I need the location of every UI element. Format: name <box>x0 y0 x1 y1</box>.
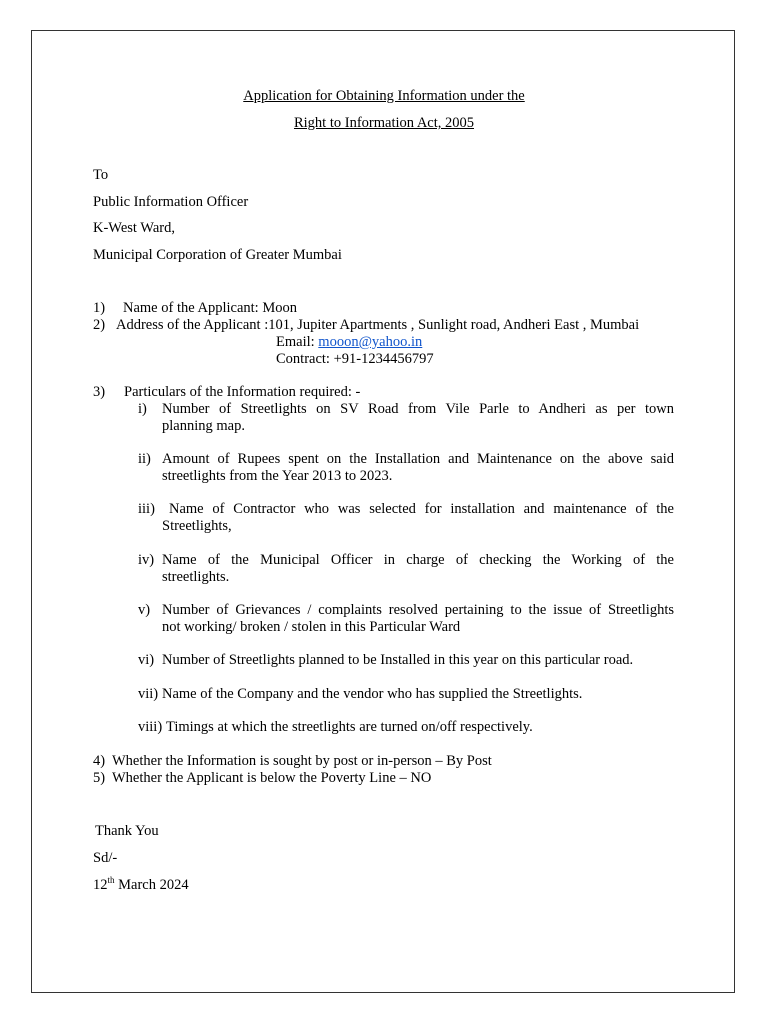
item-4-text: Whether the Information is sought by post or in-person – By Post <box>112 753 492 769</box>
date <box>93 877 189 894</box>
particular-text-line-1: Number of Streetlights planned to be Installed in this year on this particular road. <box>162 652 634 668</box>
item-4-number: 4) <box>93 753 106 769</box>
thank-you: Thank You <box>95 823 159 839</box>
date-suffix: th <box>107 875 115 886</box>
particular-text-line-1: Name of the Company and the vendor who has supplied the Streetlights. <box>162 686 583 702</box>
email-row <box>276 334 422 351</box>
title-line-1: Application for Obtaining Information under the <box>243 88 525 104</box>
particular-text-line-1: Amount of Rupees spent on the Installation and Maintenance on the above said <box>162 451 674 467</box>
particular-number: iii) <box>138 501 155 517</box>
particular-text-line-1: Timings at which the streetlights are turned on/off respectively. <box>166 719 533 735</box>
particular-text-line-1: Number of Grievances / complaints resolved pertaining to the issue of Streetlights <box>162 602 674 618</box>
date-day: 12 <box>93 877 108 893</box>
applicant-address: Address of the Applicant :101, Jupiter Apartments , Sunlight road, Andheri East , Mumbai <box>116 317 640 333</box>
salutation-to: To <box>93 167 109 183</box>
particular-number: ii) <box>138 451 151 467</box>
item-3-number: 3) <box>93 384 106 400</box>
applicant-name: Name of the Applicant: Moon <box>123 300 297 316</box>
item-5-number: 5) <box>93 770 106 786</box>
email-label: Email: <box>276 334 315 350</box>
particular-number: iv) <box>138 552 155 568</box>
particular-text-line-2: Streetlights, <box>162 518 232 534</box>
addressee-line-3: Municipal Corporation of Greater Mumbai <box>93 247 342 263</box>
particular-number: vi) <box>138 652 155 668</box>
particular-number: vii) <box>138 686 159 702</box>
item-1-number: 1) <box>93 300 106 316</box>
item-5-text: Whether the Applicant is below the Poverty Line – NO <box>112 770 432 786</box>
date-month-year: March 2024 <box>114 877 189 893</box>
particulars-heading: Particulars of the Information required: - <box>124 384 361 400</box>
particular-text-line-1: Name of the Municipal Officer in charge of checking the Working of the <box>162 552 674 568</box>
particular-text-line-2: not working/ broken / stolen in this Particular Ward <box>162 619 461 635</box>
particular-text-line-1: Name of Contractor who was selected for installation and maintenance of the <box>169 501 674 517</box>
email-link[interactable]: mooon@yahoo.in <box>318 334 423 350</box>
signature: Sd/- <box>93 850 118 866</box>
title-line-2: Right to Information Act, 2005 <box>293 115 475 131</box>
addressee-line-2: K-West Ward, <box>93 220 175 236</box>
contact-number: Contract: +91-1234456797 <box>276 351 434 367</box>
addressee-line-1: Public Information Officer <box>93 194 249 210</box>
particular-number: i) <box>138 401 147 417</box>
particular-text-line-2: planning map. <box>162 418 245 434</box>
particular-text-line-1: Number of Streetlights on SV Road from Vile Parle to Andheri as per town <box>162 401 674 417</box>
particular-number: v) <box>138 602 151 618</box>
particular-number: viii) <box>138 719 163 735</box>
item-2-number: 2) <box>93 317 106 333</box>
particular-text-line-2: streetlights. <box>162 569 230 585</box>
particular-text-line-2: streetlights from the Year 2013 to 2023. <box>162 468 393 484</box>
